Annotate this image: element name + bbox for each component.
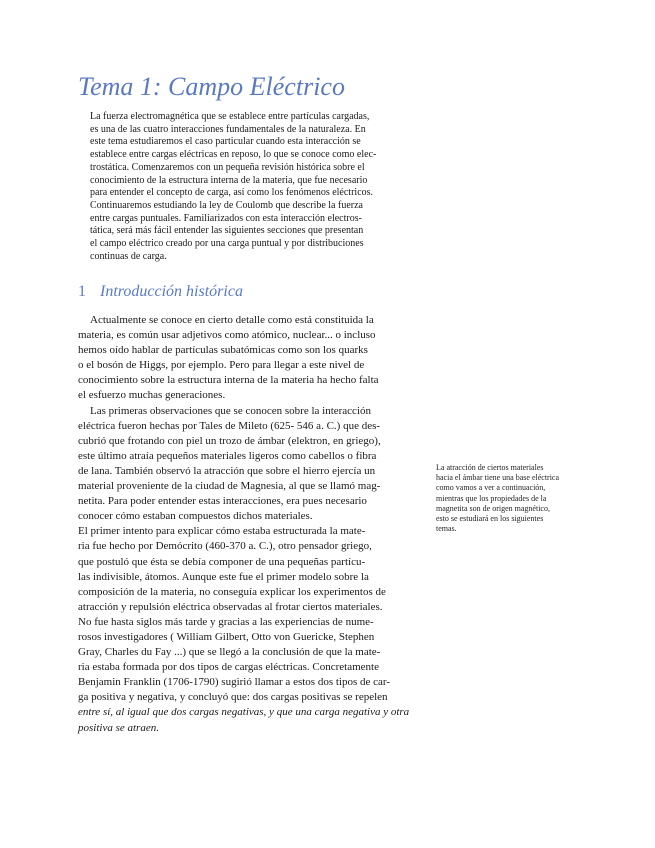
body-line: Actualmente se conoce en cierto detalle como está constituida la	[90, 314, 374, 326]
margin-note-line: como vamos a ver a continuación,	[436, 483, 546, 493]
abstract	[90, 111, 396, 263]
abstract-line: es una de las cuatro interacciones fundamentales de la naturaleza. En	[90, 123, 366, 135]
body-line: Benjamin Franklin (1706-1790) sugirió llamar a estos dos tipos de car-	[78, 676, 390, 689]
body-line: No fue hasta siglos más tarde y gracias a las experiencias de nume-	[78, 615, 374, 628]
abstract-line: Continuaremos estudiando la ley de Coulomb que describe la fuerza	[90, 199, 363, 211]
body-line: ga positiva y negativa, y concluyó que: dos cargas positivas se repelen	[78, 691, 388, 704]
body-line: Las primeras observaciones que se conocen sobre la interacción	[90, 404, 371, 417]
margin-note-line: mientras que los propiedades de la	[436, 493, 547, 503]
abstract-line: establece entre cargas eléctricas en reposo, lo que se conoce como elec-	[90, 149, 377, 161]
body-line: el esfuerzo muchas generaciones.	[78, 389, 226, 402]
body-line: materia, es común usar adjetivos como atómico, nuclear... o incluso	[78, 329, 376, 342]
abstract-line: La fuerza electromagnética que se establece entre partículas cargadas,	[90, 111, 370, 122]
body-line: conocimiento sobre la estructura interna de la materia ha hecho falta	[78, 374, 379, 387]
body-line: cubrió que frotando con piel un trozo de ámbar (elektron, en griego),	[78, 434, 381, 447]
page-title: Tema 1: Campo Eléctrico	[78, 72, 345, 101]
abstract-line: entre cargas puntuales. Familiarizados con esta interacción electros-	[90, 212, 362, 224]
body-line: ria estaba formada por dos tipos de cargas eléctricas. Concretamente	[78, 661, 379, 674]
body-text	[78, 313, 408, 736]
body-line: conocer cómo estaban compuestos dichos materiales.	[78, 510, 313, 523]
body-line: las indivisible, átomos. Aunque este fue el primer modelo sobre la	[78, 570, 369, 583]
margin-note-line: magnetita son de origen magnético,	[436, 503, 550, 513]
abstract-line: continuas de carga.	[90, 250, 167, 262]
body-line: composición de la materia, no conseguía explicar los experimentos de	[78, 585, 386, 598]
body-line: ria fue hecho por Demócrito (460-370 a. C.), otro pensador griego,	[78, 540, 372, 553]
body-line: Gray, Charles du Fay ...) que se llegó a la conclusión de que la mate-	[78, 646, 381, 659]
body-line: atracción y repulsión eléctrica observadas al frotar ciertos materiales.	[78, 600, 383, 613]
body-line: hemos oído hablar de partículas subatómicas como son los quarks	[78, 344, 368, 357]
margin-note-line: La atracción de ciertos materiales	[436, 463, 544, 472]
abstract-line: este tema estudiaremos el caso particular cuando esta interacción se	[90, 136, 361, 148]
margin-note-line: temas.	[436, 524, 457, 534]
body-line: El primer intento para explicar cómo estaba estructurada la mate-	[78, 525, 366, 538]
body-line: material proveniente de la ciudad de Magnesia, al que se llamó mag-	[78, 480, 381, 493]
abstract-line: trostática. Comenzaremos con un pequeña revisión histórica sobre el	[90, 161, 365, 173]
abstract-line: el campo eléctrico creado por una carga puntual y por distribuciones	[90, 238, 364, 250]
margin-note-line: hacia el ámbar tiene una base eléctrica	[436, 473, 560, 483]
body-line: de lana. También observó la atracción que sobre el hierro ejercía un	[78, 464, 376, 477]
body-line: entre sí, al igual que dos cargas negativas, y que una carga negativa y otra	[78, 706, 410, 719]
body-line: este último atraía pequeños materiales ligeros como cabellos o fibra	[78, 449, 377, 462]
body-line: rosos investigadores ( William Gilbert, Otto von Guericke, Stephen	[78, 630, 375, 643]
body-line: que postuló que ésta se debía componer de una pequeñas partícu-	[78, 555, 366, 568]
section-number: 1	[78, 283, 86, 300]
body-line: eléctrica fueron hechas por Tales de Mileto (625- 546 a. C.) que des-	[78, 419, 381, 432]
body-line: positiva se atraen.	[78, 721, 159, 734]
margin-note-line: esto se estudiará en los siguientes	[436, 514, 544, 524]
section-title: Introducción histórica	[100, 283, 243, 300]
margin-note	[436, 463, 576, 534]
abstract-line: tática, será más fácil entender las siguientes secciones que presentan	[90, 225, 364, 237]
abstract-line: conocimiento de la estructura interna de la materia, que fue necesario	[90, 174, 368, 186]
body-line: o el bosón de Higgs, por ejemplo. Pero para llegar a este nivel de	[78, 359, 365, 372]
section-heading	[78, 282, 243, 302]
body-line: netita. Para poder entender estas interacciones, era pues necesario	[78, 495, 367, 508]
abstract-line: para entender el concepto de carga, así como los fenómenos eléctricos.	[90, 187, 374, 199]
